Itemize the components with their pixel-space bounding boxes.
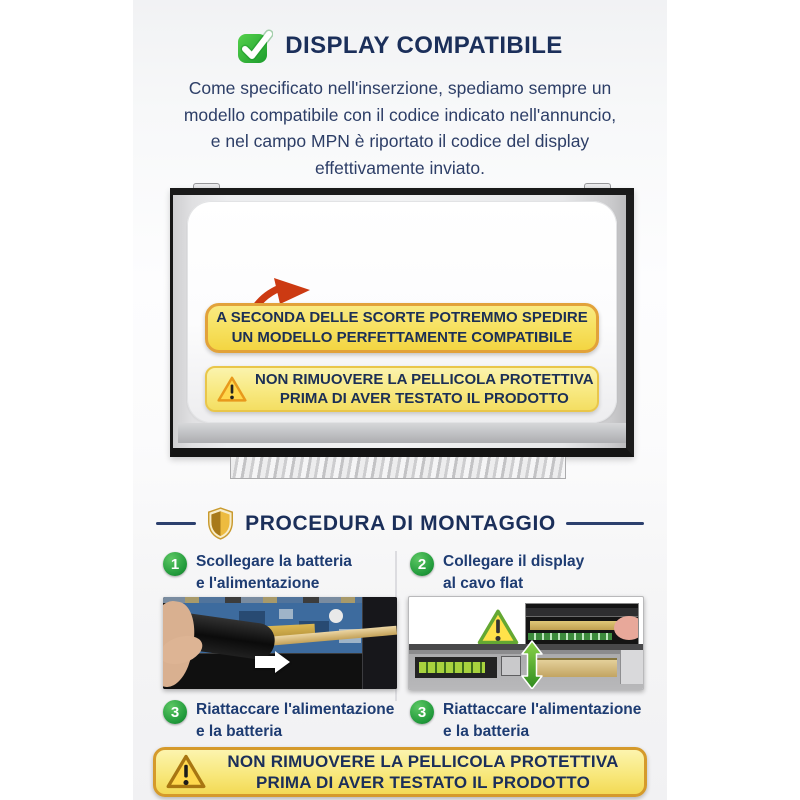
banner-line: NON RIMUOVERE LA PELLICOLA PROTETTIVA	[227, 752, 619, 771]
photo-detail	[362, 597, 397, 689]
divider-line-left	[156, 522, 196, 525]
panel-top-strip	[170, 188, 634, 195]
foil-piece	[620, 650, 643, 684]
intro-paragraph	[141, 75, 659, 181]
finger	[614, 616, 639, 640]
up-down-arrow-icon	[521, 640, 543, 690]
bottom-warning-banner	[153, 747, 647, 797]
check-icon	[237, 28, 273, 64]
foil-strip	[230, 457, 566, 479]
panel-bottom-strip	[178, 423, 626, 443]
white-arrow-icon	[255, 651, 293, 673]
step-2-badge: 2	[410, 552, 434, 576]
intro-line: Come specificato nell'inserzione, spediamo sempre un	[188, 78, 612, 98]
step-2-photo	[408, 596, 644, 690]
step-3-label: Riattaccare l'alimentazione	[443, 701, 642, 718]
lcd-panel-image	[170, 183, 634, 480]
shield-icon	[206, 507, 235, 540]
warning-triangle-icon	[217, 376, 247, 403]
step-3-badge: 3	[163, 700, 187, 724]
stock-warning-line: UN MODELLO PERFETTAMENTE COMPATIBILE	[231, 329, 573, 346]
step-1	[163, 551, 352, 595]
intro-line: effettivamente inviato.	[315, 157, 485, 178]
page-header	[133, 28, 667, 64]
intro-line: modello compatibile con il codice indicato nell'annuncio,	[183, 104, 617, 125]
step-2-label: al cavo flat	[443, 575, 524, 592]
panel-edge	[409, 644, 643, 689]
connector-latch	[501, 656, 521, 676]
step-3-label: e la batteria	[443, 723, 530, 740]
pcb-strip	[528, 633, 612, 640]
green-connector	[419, 662, 485, 673]
intro-line: e nel campo MPN è riportato il codice del display	[210, 131, 590, 151]
step-1-photo	[163, 597, 397, 689]
stock-warning-label	[205, 303, 599, 353]
section-title: PROCEDURA DI MONTAGGIO	[245, 511, 556, 535]
film-warning-label	[205, 366, 599, 412]
section-header	[133, 507, 667, 540]
step-2	[410, 551, 584, 595]
photo-detail	[329, 609, 343, 623]
chip	[279, 609, 293, 619]
stock-warning-line: A SECONDA DELLE SCORTE POTREMMO SPEDIRE	[216, 309, 588, 326]
banner-line: PRIMA DI AVER TESTATO IL PRODOTTO	[255, 773, 591, 792]
step-3-badge: 3	[410, 700, 434, 724]
step-1-label: Scollegare la batteria	[196, 553, 352, 570]
film-warning-line: PRIMA DI AVER TESTATO IL PRODOTTO	[279, 390, 569, 407]
connector-inset-photo	[525, 603, 639, 645]
flat-cable	[530, 621, 620, 630]
divider-line-right	[566, 522, 644, 525]
step-2-label: Collegare il display	[443, 553, 585, 570]
step-3-label: e la batteria	[196, 723, 283, 740]
film-warning-line: NON RIMUOVERE LA PELLICOLA PROTETTIVA	[255, 371, 594, 388]
content-column	[133, 0, 667, 800]
step-1-badge: 1	[163, 552, 187, 576]
step-1-label: e l'alimentazione	[196, 575, 320, 592]
step-3-right	[410, 699, 641, 743]
step-3-label: Riattaccare l'alimentazione	[196, 701, 395, 718]
step-3-left	[163, 699, 394, 743]
warning-triangle-icon	[166, 754, 206, 790]
page-title: DISPLAY COMPATIBILE	[285, 32, 563, 59]
connector	[526, 608, 638, 617]
